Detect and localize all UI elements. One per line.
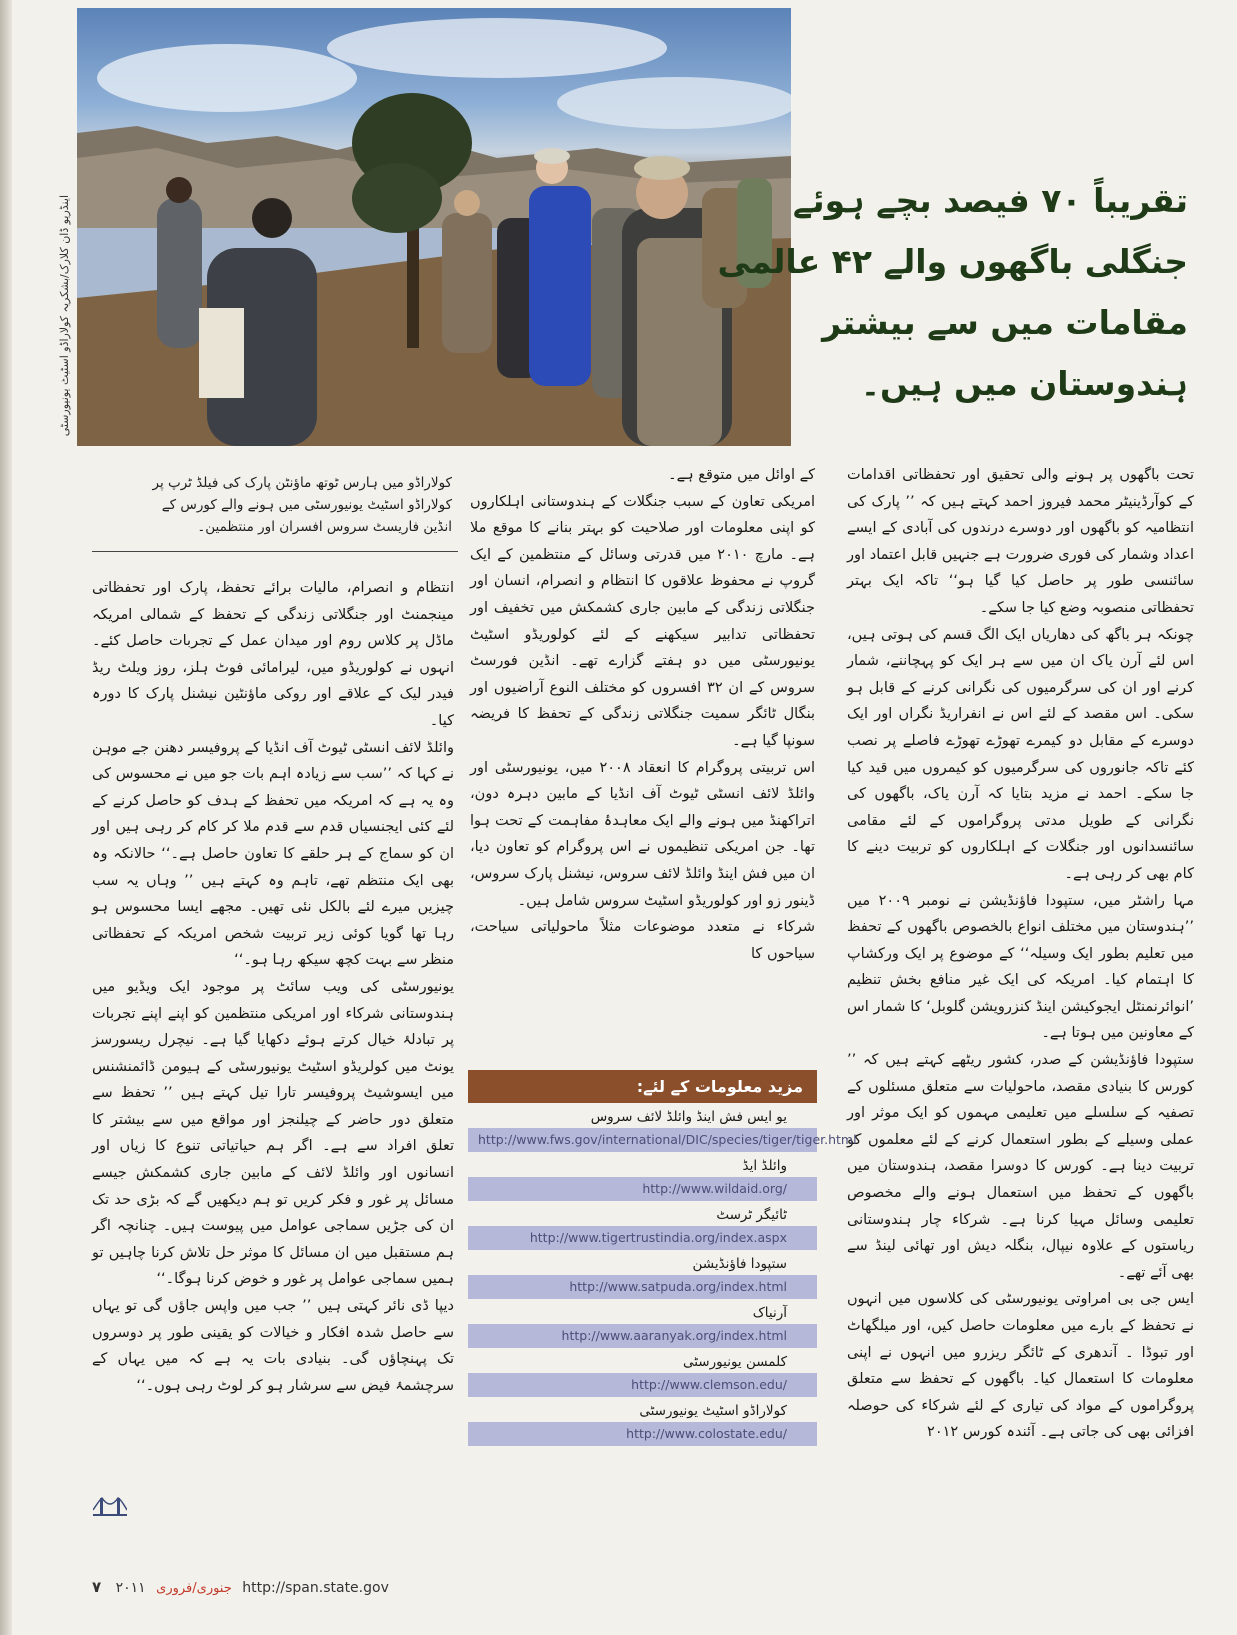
caption-line: کولاراڈو اسٹیٹ یونیورسٹی میں ہونے والے کورس کے: [161, 497, 452, 513]
info-item-name: ستپودا فاؤنڈیشن: [692, 1256, 787, 1272]
pull-quote-headline: [717, 170, 1188, 414]
footer-url-link[interactable]: http://span.state.gov: [242, 1580, 389, 1596]
info-item-name: یو ایس فش اینڈ وائلڈ لائف سروس: [590, 1109, 787, 1125]
article-column-middle: [470, 462, 815, 967]
bridge-logo-icon: [93, 1496, 127, 1518]
info-item-name: ٹائیگر ٹرسٹ: [716, 1207, 787, 1223]
paragraph: یونیورسٹی کی ویب سائٹ پر موجود ایک ویڈیو میں ہندوستانی شرکاء اور امریکی منتظمین کو اپنے اپنے تجربات پر تبادلۂ خیال کرتے ہوئے دکھایا گیا ہے۔ نیچرل ریسورسز یونٹ میں کولریڈو اسٹیٹ یونیورسٹی کے ہیومن ڈائمنشنس میں ایسوشیٹ پروفیسر تارا تیل کہتے ہیں ’’ تحفظ سے متعلق دور حاضر کے چیلنجز اور مواقع میں سے بیشتر کا تعلق افراد سے ہے۔ اگر ہم حیاتیاتی تنوع کا زیاں اور انسانوں اور وائلڈ لائف کے مابین جاری کشمکش جیسے مسائل پر غور و فکر کریں تو ہم دیکھیں گے کہ بڑی حد تک ان کی جڑیں سماجی عوامل میں پیوست ہیں۔ چنانچہ اگر ہم مستقبل میں ان مسائل کا موثر حل تلاش کرنا چاہیں تو ہمیں سماجی عوامل پر غور و خوض کرنا ہوگا۔‘‘: [92, 978, 454, 1288]
info-item-url-link[interactable]: http://www.colostate.edu/: [468, 1422, 817, 1446]
headline-line: جنگلی باگھوں والے ۴۲ عالمی: [717, 242, 1188, 281]
info-item-url-link[interactable]: http://www.wildaid.org/: [468, 1177, 817, 1201]
page-binding-edge: [0, 0, 12, 1635]
caption-line: کولاراڈو میں ہارس ٹوتھ ماؤنٹن پارک کی فیلڈ ٹرپ پر: [152, 475, 452, 491]
more-info-box: [468, 1070, 857, 1446]
article-column-right: [847, 462, 1194, 1446]
headline-line: ہندوستان میں ہیں۔: [860, 364, 1188, 403]
info-item: [468, 1254, 817, 1299]
paragraph: دیپا ڈی نائر کہتی ہیں ’’ جب میں واپس جاؤں گی تو یہاں سے حاصل شدہ افکار و خیالات کو یقینی طور پر دوسروں تک پہنچاؤں گی۔ بنیادی بات یہ ہے کہ میں یہاں کے سرچشمۂ فیض سے سرشار ہو کر لوٹ رہی ہوں۔‘‘: [92, 1298, 454, 1394]
info-item-url-link[interactable]: http://www.satpuda.org/index.html: [468, 1275, 817, 1299]
info-item: [468, 1303, 817, 1348]
caption-divider: [92, 551, 458, 552]
info-item-name: وائلڈ ایڈ: [742, 1158, 787, 1174]
info-item-name: آرنیاک: [752, 1305, 787, 1321]
paragraph: اس تربیتی پروگرام کا انعقاد ۲۰۰۸ میں، یونیورسٹی اور وائلڈ لائف انسٹی ٹیوٹ آف انڈیا کے مابین دہرہ دون، اتراکھنڈ میں ہونے والے ایک معاہدۂ مفاہمت کے تحت ہوا تھا۔ جن امریکی تنظیموں نے اس پروگرام کو تعاون دیا، ان میں فش اینڈ وائلڈ لائف سروس، نیشنل پارک سروس، ڈینور زو اور کولوریڈو اسٹیٹ سروس شامل ہیں۔: [470, 759, 815, 909]
field-trip-photo: [77, 8, 791, 446]
info-item: [468, 1205, 817, 1250]
page-number: ۷: [92, 1578, 102, 1596]
issue-months: جنوری/فروری: [156, 1581, 232, 1596]
info-item-name: کولاراڈو اسٹیٹ یونیورسٹی: [639, 1403, 787, 1419]
paragraph: تحت باگھوں پر ہونے والی تحقیق اور تحفظاتی اقدامات کے کوآرڈینیٹر محمد فیروز احمد کہتے ہیں کہ ’’ پارک کی انتظامیہ کو باگھوں اور دوسرے درندوں کی آبادی کے ایسے اعداد وشمار کی فوری ضرورت ہے جنہیں قابل اعتماد اور سائنسی طور پر حاصل کیا گیا ہو‘‘ تاکہ ایک بہتر تحفظاتی منصوبہ وضع کیا جا سکے۔: [847, 467, 1194, 616]
info-item: [468, 1107, 857, 1152]
paragraph: کے اوائل میں متوقع ہے۔: [668, 467, 815, 483]
info-item: [468, 1352, 817, 1397]
info-item-url-link[interactable]: http://www.clemson.edu/: [468, 1373, 817, 1397]
issue-year: ۲۰۱۱: [115, 1580, 146, 1596]
paragraph: ایس جی بی امراوتی یونیورسٹی کی کلاسوں میں انہوں نے تحفظ کے بارے میں معلومات حاصل کیں، اور میلگھاٹ اور تبوڈا ۔ آندھری کے ٹائگر ریزرو میں انہوں نے اپنی معلومات کا استعمال کیا۔ باگھوں کے تحفظ سے متعلق پروگراموں کے مواد کی تیاری کے لئے شرکاء کی حوصلہ افزائی بھی کی جاتی ہے۔ آئندہ کورس ۲۰۱۲: [847, 1291, 1194, 1441]
paragraph: مہا راشٹر میں، ستپودا فاؤنڈیشن نے نومبر ۲۰۰۹ میں ’’ہندوستان میں مختلف انواع بالخصوص باگھوں کے تحفظ میں تعلیم بطور ایک وسیلہ‘‘ کے موضوع پر ایک ورکشاپ کا اہتمام کیا۔ امریکہ کی ایک غیر منافع بخش تنظیم ’انوائرنمنٹل ایجوکیشن اینڈ کنزرویشن گلوبل‘ کا شمار اس کے معاونین میں ہوتا ہے۔: [847, 892, 1194, 1042]
article-column-left: [92, 575, 454, 1399]
paragraph: انتظام و انصرام، مالیات برائے تحفظ، پارک اور تحفظاتی مینجمنٹ اور جنگلاتی زندگی کے تحفظ کے شمالی امریکہ ماڈل پر کلاس روم اور میدان عمل کے تجربات حاصل کئے۔ انہوں نے کولوریڈو میں، لیرامائی فوٹ ہلز، روز ویلٹ ریڈ فیدر لیک کے علاقے اور روکی ماؤنٹین نیشنل پارک کا دورہ کیا۔: [92, 580, 454, 729]
paragraph: وائلڈ لائف انسٹی ٹیوٹ آف انڈیا کے پروفیسر دھنن جے موہن نے کہا کہ ’’سب سے زیادہ اہم بات جو میں نے محسوس کی وہ یہ ہے کہ امریکہ میں تحفظ کے ہدف کو حاصل کرنے کے لئے کئی ایجنسیاں قدم سے قدم ملا کر کام کر رہی ہیں اور ان کو سماج کے ہر حلقے کا تعاون حاصل ہے۔‘‘ حالانکہ وہ بھی ایک منتظم تھے، تاہم وہ کہتے ہیں ’’ وہاں یہ سب چیزیں میرے لئے بالکل نئی تھیں۔ مجھے ایسا محسوس ہو رہا تھا گویا کوئی زیر تربیت شخص امریکہ کے تحفظاتی منظر سے بہت کچھ سیکھ رہا ہو۔‘‘: [92, 739, 454, 969]
info-item-url-link[interactable]: http://www.tigertrustindia.org/index.aspx: [468, 1226, 817, 1250]
paragraph: چونکہ ہر باگھ کی دھاریاں ایک الگ قسم کی ہوتی ہیں، اس لئے آرن یاک ان میں سے ہر ایک کو پہچاننے، شمار کرنے اور ان کی سرگرمیوں کی نگرانی کرنے کے قابل ہو سکی۔ اس مقصد کے لئے اس نے انفراریڈ نگراں اور ایک دوسرے کے مقابل دو کیمرے تھوڑے تھوڑے فاصلے پر نصب کئے تاکہ جانوروں کی سرگرمیوں کو کیمروں میں قید کیا جا سکے۔ احمد نے مزید بتایا کہ آرن یاک، باگھوں کی نگرانی کے طویل مدتی پروگراموں کے لئے مقامی سائنسدانوں اور جنگلات کے اہلکاروں کو تربیت دینے کا کام بھی کر رہی ہے۔: [847, 626, 1194, 882]
info-item-url-link[interactable]: http://www.aaranyak.org/index.html: [468, 1324, 817, 1348]
photo-credit: اینڈریو ڈان کلارک/بشکریہ کولاراڈو اسٹیٹ یونیورسٹی: [58, 195, 71, 437]
page-footer: [92, 1578, 389, 1596]
info-item-name: کلمسن یونیورسٹی: [682, 1354, 787, 1370]
info-item: [468, 1156, 817, 1201]
photo-illustration: [77, 8, 791, 446]
more-info-title: مزید معلومات کے لئے:: [468, 1070, 817, 1103]
paragraph: شرکاء نے متعدد موضوعات مثلاً ماحولیاتی سیاحت، سیاحوں کا: [470, 919, 815, 962]
paragraph: امریکی تعاون کے سبب جنگلات کے ہندوستانی اہلکاروں کو اپنی معلومات اور صلاحیت کو بہتر بنانے کا موقع ملا ہے۔ مارچ ۲۰۱۰ میں قدرتی وسائل کے منتظمین کے ایک گروپ نے محفوظ علاقوں کا انتظام و انصرام، انسان اور جنگلاتی زندگی کے مابین جاری کشمکش میں تخفیف اور تحفظاتی تدابیر سیکھنے کے لئے کولوریڈو اسٹیٹ یونیورسٹی میں دو ہفتے گزارے تھے۔ انڈین فورسٹ سروس کے ان ۳۲ افسروں کو مختلف النوع آراضیوں اور بنگال ٹائگر سمیت جنگلاتی زندگی کے تحفظ کا فریضہ سونپا گیا ہے۔: [470, 493, 815, 749]
headline-line: مقامات میں سے بیشتر: [822, 303, 1188, 342]
photo-caption: [92, 472, 452, 538]
caption-line: انڈین فاریسٹ سروس افسران اور منتظمین۔: [197, 519, 452, 535]
info-item-url-link[interactable]: http://www.fws.gov/international/DIC/species/tiger/tiger.html: [468, 1128, 817, 1152]
info-item: [468, 1401, 817, 1446]
headline-line: تقریباً ۷۰ فیصد بچے ہوئے: [792, 181, 1188, 220]
paragraph: ستپودا فاؤنڈیشن کے صدر، کشور ریٹھے کہتے ہیں کہ ’’ کورس کا بنیادی مقصد، ماحولیات سے متعلق مسئلوں کے تصفیہ کے سلسلے میں تعلیمی مہموں کو ایک موثر اور عملی وسیلے کے بطور استعمال کرنے کے لئے معلموں کو تربیت دینا ہے۔ کورس کا دوسرا مقصد، ہندوستان میں باگھوں کے تحفظ میں استعمال ہونے والے مخصوص تعلیمی وسائل مہیا کرنا ہے۔ شرکاء چار ہندوستانی ریاستوں کے علاوہ نیپال، بنگلہ دیش اور تھائی لینڈ سے بھی آئے تھے۔: [847, 1052, 1194, 1281]
